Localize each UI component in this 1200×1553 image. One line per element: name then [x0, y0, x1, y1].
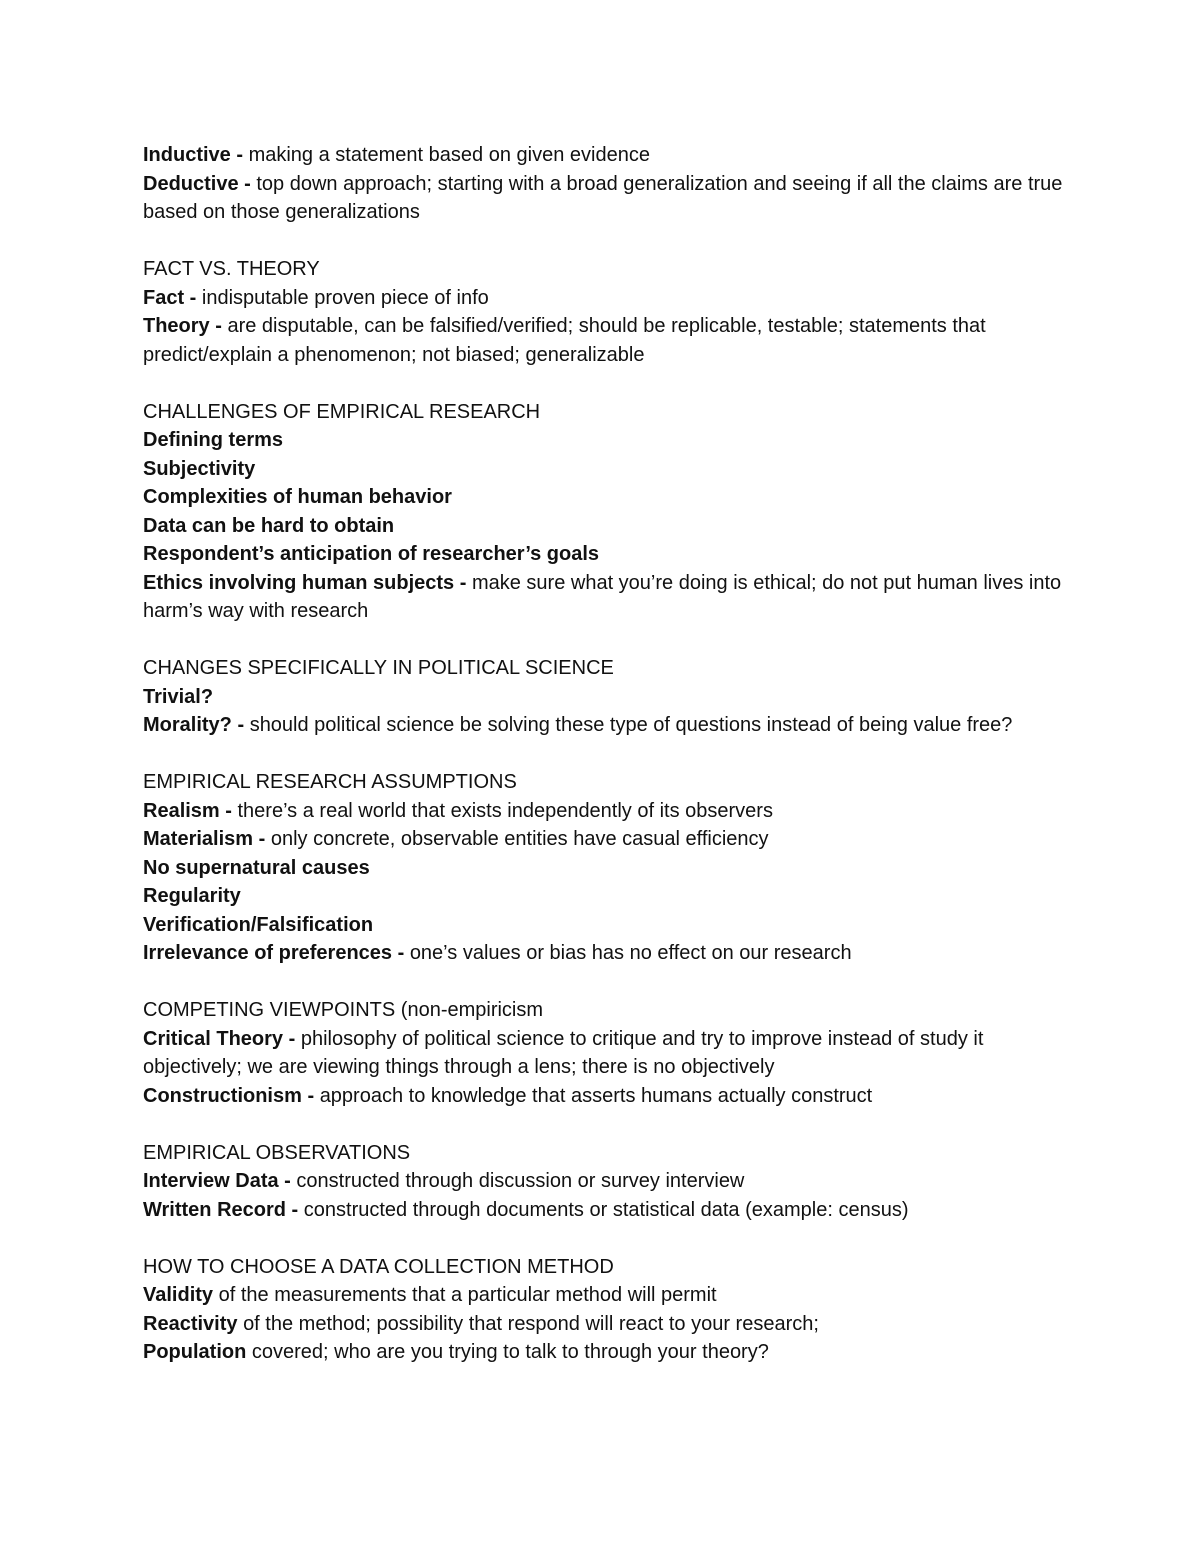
definition-line — [143, 1281, 1063, 1310]
definition-text: philosophy of political science to critique and try to improve instead of study it objectively; we are viewing things through a lens; there is no objectively — [143, 1027, 989, 1078]
definition-term: Trivial? — [143, 685, 214, 708]
section-heading: CHALLENGES OF EMPIRICAL RESEARCH — [143, 400, 541, 423]
definition-line — [143, 284, 1063, 313]
section-heading: FACT VS. THEORY — [143, 258, 320, 280]
definition-term: Population — [143, 1341, 247, 1363]
definition-term: Data can be hard to obtain — [143, 514, 395, 537]
definition-term: Critical Theory — [143, 1027, 284, 1050]
definition-text: only concrete, observable entities have casual efficiency — [270, 828, 769, 850]
definition-separator: - — [301, 1084, 320, 1107]
definition-line — [143, 911, 1063, 940]
definition-text: constructed through documents or statistical data (example: census) — [303, 1198, 909, 1221]
definition-line — [143, 170, 1068, 227]
definition-line — [143, 1082, 1063, 1111]
section — [143, 1110, 1063, 1224]
definition-line — [143, 455, 1063, 484]
definition-term: Verification/Falsification — [143, 913, 374, 936]
definition-line — [143, 825, 1063, 854]
section-gap — [143, 1224, 1063, 1253]
definition-line — [143, 512, 1063, 541]
section-heading: COMPETING VIEWPOINTS (non-empiricism — [143, 999, 544, 1021]
section-gap — [143, 1110, 1063, 1139]
definition-term: Respondent’s anticipation of researcher’s goals — [143, 543, 600, 565]
definition-line — [143, 683, 1063, 712]
definition-line — [143, 1025, 1063, 1082]
definition-term: Irrelevance of preferences — [143, 942, 393, 964]
definition-line — [143, 1167, 1063, 1196]
definition-term: Fact — [143, 286, 185, 309]
section-gap — [143, 369, 1063, 398]
section — [143, 1224, 1063, 1367]
definition-text: making a statement based on given evidence — [248, 144, 650, 166]
definition-text: constructed through discussion or survey interview — [296, 1170, 745, 1192]
definition-separator: - — [231, 714, 250, 736]
definition-separator: - — [285, 1198, 304, 1221]
definition-term: Inductive — [143, 144, 231, 166]
section — [143, 740, 1063, 968]
definition-separator: - — [454, 571, 472, 594]
definition-text: there’s a real world that exists independently of its observers — [237, 799, 773, 822]
definition-line — [143, 882, 1063, 911]
section-heading: EMPIRICAL OBSERVATIONS — [143, 1141, 411, 1164]
document-page — [143, 141, 1068, 1367]
section-gap — [143, 968, 1063, 997]
section — [143, 626, 1063, 740]
definition-term: Deductive — [143, 172, 239, 195]
section — [143, 227, 1063, 370]
definition-line — [143, 854, 1063, 883]
section — [143, 369, 1067, 626]
definition-term: Subjectivity — [143, 457, 256, 480]
definition-separator: - — [209, 315, 228, 337]
section-heading: EMPIRICAL RESEARCH ASSUMPTIONS — [143, 771, 517, 793]
definition-term: Constructionism — [143, 1084, 302, 1107]
definition-text: indisputable proven piece of info — [201, 286, 489, 309]
definition-line — [143, 483, 1063, 512]
definition-line — [143, 939, 1063, 968]
definition-line — [143, 1196, 1063, 1225]
definition-separator: - — [253, 828, 271, 850]
definition-line — [143, 312, 1063, 369]
definition-term: Complexities of human behavior — [143, 486, 452, 508]
definition-line — [143, 426, 1063, 455]
definition-separator: - — [278, 1170, 297, 1192]
definition-text: should political science be solving these type of questions instead of being value free? — [249, 714, 1013, 736]
definition-text: of the measurements that a particular method will permit — [218, 1284, 717, 1306]
definition-text: covered; who are you trying to talk to through your theory? — [251, 1341, 769, 1363]
definition-term: Written Record — [143, 1198, 286, 1221]
definition-separator: - — [230, 144, 249, 166]
definition-text: one’s values or bias has no effect on our research — [409, 942, 852, 964]
section-gap — [143, 740, 1063, 769]
definition-term: Reactivity — [143, 1312, 238, 1335]
definition-line — [143, 569, 1067, 626]
definition-line — [143, 141, 1063, 170]
definition-separator: - — [392, 942, 410, 964]
definition-term: Interview Data — [143, 1170, 279, 1192]
definition-term: Materialism — [143, 828, 254, 850]
section-gap — [143, 626, 1063, 655]
definition-separator: - — [219, 799, 238, 822]
definition-term: Validity — [143, 1284, 214, 1306]
section-gap — [143, 227, 1063, 256]
definition-separator: - — [184, 286, 202, 309]
definition-term: Realism — [143, 799, 220, 822]
section-heading: HOW TO CHOOSE A DATA COLLECTION METHOD — [143, 1255, 614, 1278]
definition-text: of the method; possibility that respond will react to your research; — [243, 1312, 819, 1335]
definition-text: top down approach; starting with a broad generalization and seeing if all the claims are true based on those generalizations — [143, 172, 1068, 223]
definition-text: make sure what you’re doing is ethical; do not put human lives into harm’s way with research — [143, 571, 1067, 622]
definition-term: Regularity — [143, 885, 241, 907]
definition-term: No supernatural causes — [143, 856, 370, 879]
definition-line — [143, 1310, 1063, 1339]
definition-separator: - — [283, 1027, 301, 1050]
definition-line — [143, 711, 1063, 740]
section — [143, 968, 1063, 1111]
section-heading: CHANGES SPECIFICALLY IN POLITICAL SCIENCE — [143, 657, 614, 679]
section — [143, 141, 1068, 227]
definition-text: are disputable, can be falsified/verified; should be replicable, testable; statements that predict/explain a phenomenon; not biased; generalizable — [143, 315, 992, 366]
definition-text: approach to knowledge that asserts humans actually construct — [319, 1084, 873, 1107]
definition-term: Ethics involving human subjects — [143, 571, 455, 594]
definition-term: Defining terms — [143, 429, 284, 451]
definition-term: Morality? — [143, 714, 232, 736]
definition-line — [143, 540, 1063, 569]
definition-line — [143, 797, 1063, 826]
definition-term: Theory — [143, 315, 210, 337]
definition-separator: - — [238, 172, 257, 195]
definition-line — [143, 1338, 1063, 1367]
